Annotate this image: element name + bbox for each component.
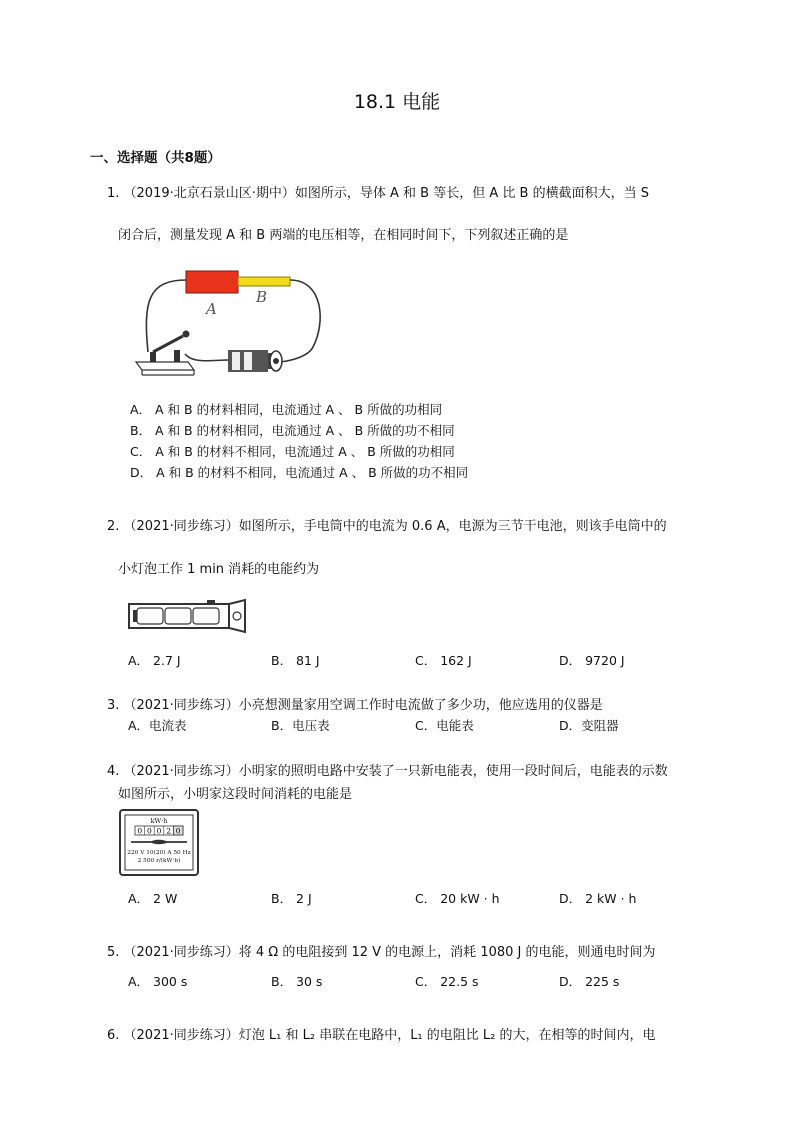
q2-option-a[interactable]: A． 2.7 J xyxy=(128,653,181,668)
meter-digit: 2 xyxy=(166,826,171,836)
q2-line1: 2. （2021·同步练习）如图所示，手电筒中的电流为 0.6 A，电源为三节干电池，则该手电筒中的 xyxy=(107,519,667,534)
energy-meter-figure xyxy=(119,809,199,876)
q3-line1: 3. （2021·同步练习）小亮想测量家用空调工作时电流做了多少功，他应选用的仪器是 xyxy=(107,698,603,713)
q5-option-a[interactable]: A． 300 s xyxy=(128,974,188,989)
q4-line1: 4. （2021·同步练习）小明家的照明电路中安装了一只新电能表，使用一段时间后，电能表的示数 xyxy=(107,764,668,779)
meter-spec2: 2 500 r/(kW·h) xyxy=(137,858,181,864)
q4-option-d[interactable]: D． 2 kW · h xyxy=(559,891,637,906)
q3-option-b[interactable]: B．电压表 xyxy=(271,718,330,733)
meter-digit: 0 xyxy=(156,826,162,836)
conductor-a xyxy=(186,271,238,293)
q3-option-a[interactable]: A．电流表 xyxy=(128,718,187,733)
conductor-b xyxy=(238,277,290,286)
section-heading: 一、选择题（共8题） xyxy=(90,150,221,166)
meter-unit: kW·h xyxy=(150,817,168,825)
q4-option-c[interactable]: C． 20 kW · h xyxy=(415,891,500,906)
meter-digits xyxy=(135,826,183,836)
q4-line2: 如图所示，小明家这段时间消耗的电能是 xyxy=(118,787,353,802)
q2-option-d[interactable]: D． 9720 J xyxy=(559,653,625,668)
q4-option-b[interactable]: B． 2 J xyxy=(271,891,312,906)
meter-digit: 0 xyxy=(147,826,152,836)
q1-option-d[interactable]: D． A 和 B 的材料不相同，电流通过 A 、 B 所做的功不相同 xyxy=(130,465,469,480)
q1-option-c[interactable]: C． A 和 B 的材料不相同，电流通过 A 、 B 所做的功相同 xyxy=(130,444,455,459)
q3-option-d[interactable]: D．变阻器 xyxy=(559,718,619,733)
q2-line2: 小灯泡工作 1 min 消耗的电能约为 xyxy=(118,562,320,577)
meter-digit: 0 xyxy=(175,826,181,836)
switch-s xyxy=(136,331,194,376)
q1-option-a[interactable]: A． A 和 B 的材料相同，电流通过 A 、 B 所做的功相同 xyxy=(130,402,443,417)
q5-option-b[interactable]: B． 30 s xyxy=(271,974,323,989)
meter-spec1: 220 V 10(20) A 50 Hz xyxy=(127,850,191,856)
meter-digit: 0 xyxy=(137,826,143,836)
flashlight-figure xyxy=(127,598,251,634)
q5-option-c[interactable]: C． 22.5 s xyxy=(415,974,479,989)
page-title: 18.1 电能 xyxy=(353,91,441,113)
circuit-figure xyxy=(128,262,328,380)
q6-line1: 6. （2021·同步练习）灯泡 L₁ 和 L₂ 串联在电路中，L₁ 的电阻比 L₂ 的大，在相等的时间内，电 xyxy=(107,1028,656,1043)
q2-option-c[interactable]: C． 162 J xyxy=(415,653,472,668)
q3-option-c[interactable]: C．电能表 xyxy=(415,718,474,733)
q1-line1: 1. （2019·北京石景山区·期中）如图所示，导体 A 和 B 等长，但 A 比 B 的横截面积大，当 S xyxy=(107,186,649,201)
battery xyxy=(228,350,282,372)
q4-option-a[interactable]: A． 2 W xyxy=(128,891,178,906)
figure-label-a: A xyxy=(206,300,217,318)
q1-line2: 闭合后，测量发现 A 和 B 两端的电压相等，在相同时间下，下列叙述正确的是 xyxy=(118,228,569,243)
q1-option-b[interactable]: B． A 和 B 的材料相同，电流通过 A 、 B 所做的功不相同 xyxy=(130,423,455,438)
q5-option-d[interactable]: D． 225 s xyxy=(559,974,620,989)
q5-line1: 5. （2021·同步练习）将 4 Ω 的电阻接到 12 V 的电源上，消耗 1080 J 的电能，则通电时间为 xyxy=(107,945,656,960)
figure-label-b: B xyxy=(256,288,268,306)
q2-option-b[interactable]: B． 81 J xyxy=(271,653,320,668)
